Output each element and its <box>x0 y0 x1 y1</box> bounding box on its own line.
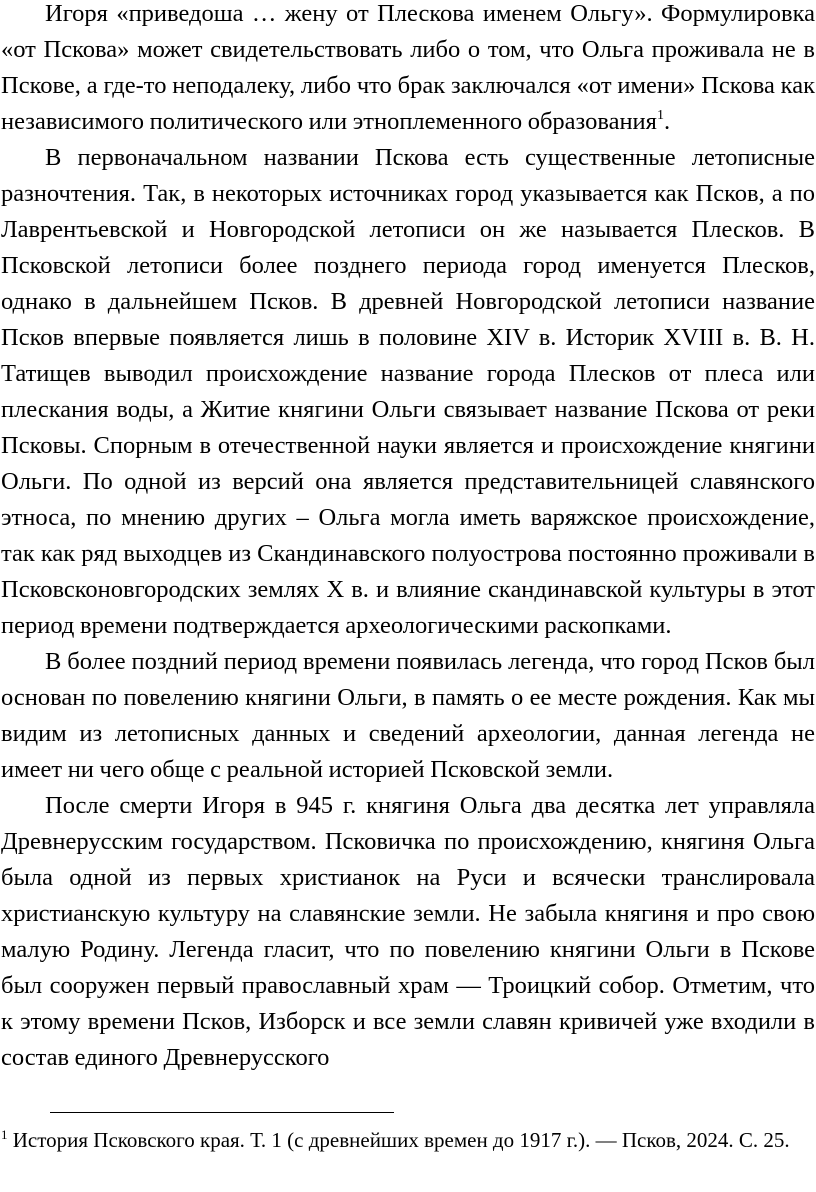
footnote-text: История Псковского края. Т. 1 (с древнейших времен до 1917 г.). — Псков, 2024. С. 25. <box>7 1128 790 1152</box>
paragraph-1 <box>1 0 815 140</box>
document-page <box>1 0 815 1076</box>
footnote-marker: 1 <box>1 1127 8 1142</box>
paragraph-3: В более поздний период времени появилась легенда, что город Псков был основан по повелению княгини Ольги, в память о ее месте рождения. Как мы видим из летописных данных и сведений археологии, данная легенда не имеет ни чего обще с реальной историей Псковской земли. <box>1 648 815 783</box>
paragraph-2: В первоначальном названии Пскова есть существенные летописные разночтения. Так, в некоторых источниках город указывается как Псков, а по Лаврентьевской и Новгородской летописи он же называется Плесков. В Псковской летописи более позднего периода город именуется Плесков, однако в дальнейшем Псков. В древней Новгородской летописи название Псков впервые появляется лишь в половине XIV в. Историк XVIII в. В. Н. Татищев выводил происхождение название города Плесков от плеса или плескания воды, а Житие княгини Ольги связывает название Пскова от реки Псковы. Спорным в отечественной науки является и происхождение княгини Ольги. По одной из версий она является представительницей славянского этноса, по мнению других – Ольга могла иметь варяжское происхождение, так как ряд выходцев из Скандинавского полуострова постоянно проживали в Псковсконовгородских землях X в. и влияние скандинавской культуры в этот период времени подтверждается археологическими раскопками. <box>1 144 815 639</box>
footnote-separator <box>50 1112 394 1113</box>
paragraph-4: После смерти Игоря в 945 г. княгиня Ольга два десятка лет управляла Древнерусским государством. Псковичка по происхождению, княгиня Ольга была одной из первых христианок на Руси и всячески транслировала христианскую культуру на славянские земли. Не забыла княгиня и про свою малую Родину. Легенда гласит, что по повелению княгини Ольги в Пскове был сооружен первый православный храм ― Троицкий собор. Отметим, что к этому времени Псков, Изборск и все земли славян кривичей уже входили в состав единого Древнерусского <box>1 792 815 1071</box>
footnote-reference[interactable]: 1 <box>656 108 664 123</box>
paragraph-1-text: Игоря «приведоша … жену от Плескова именем Ольгу». Формулировка «от Пскова» может свидетельствовать либо о том, что Ольга проживала не в Пскове, а где-то неподалеку, либо что брак заключался «от имени» Пскова как независимого политического или этноплеменного образования <box>1 0 815 135</box>
footnote <box>1 1125 801 1155</box>
paragraph-1-end: . <box>663 108 671 135</box>
